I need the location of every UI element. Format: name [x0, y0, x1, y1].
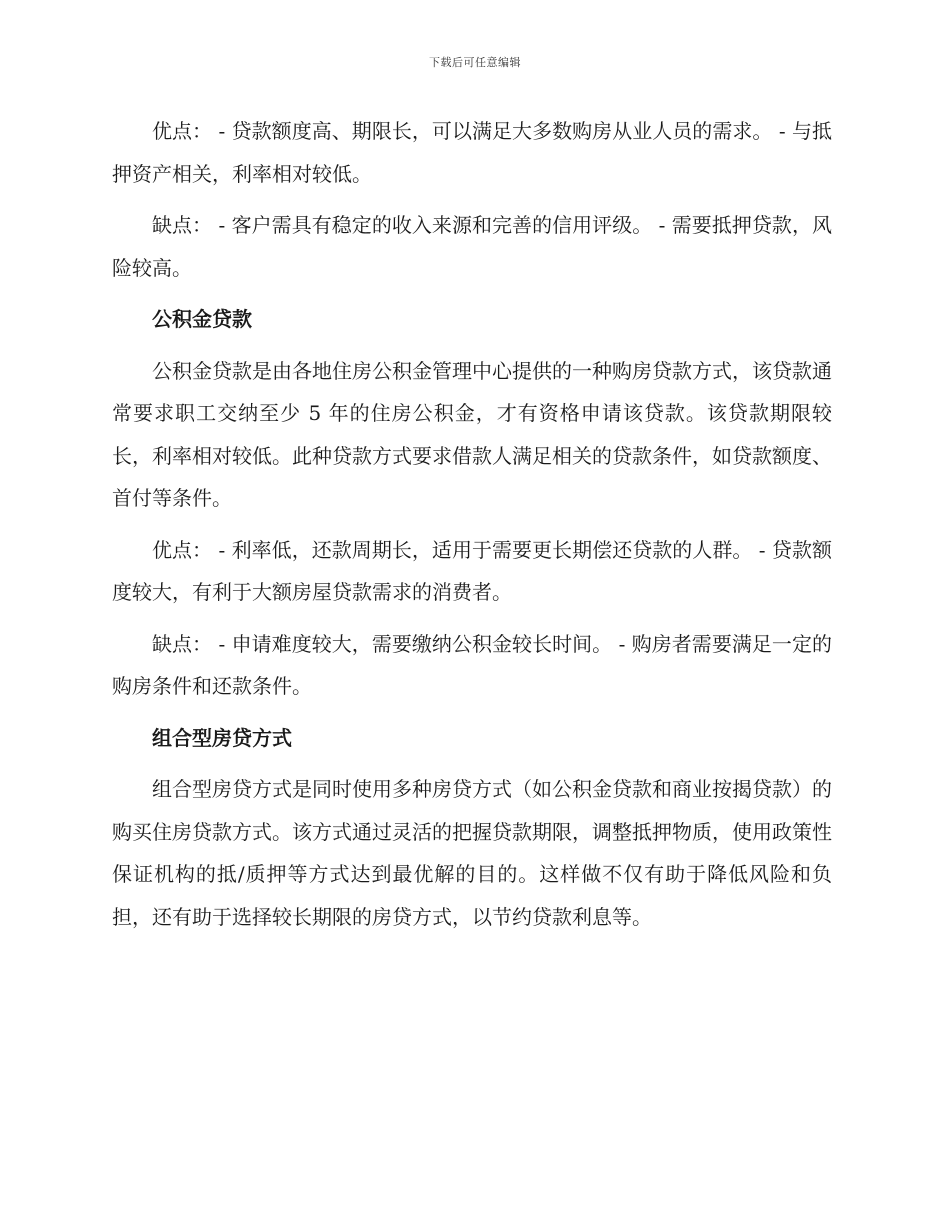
document-body — [112, 110, 832, 947]
header-note: 下载后可任意编辑 — [429, 56, 521, 69]
provident-fund-cons-paragraph: 缺点： - 申请难度较大，需要缴纳公积金较长时间。 - 购房者需要满足一定的购房条件和还款条件。 — [112, 631, 832, 698]
combined-mortgage-description-paragraph: 组合型房贷方式是同时使用多种房贷方式（如公积金贷款和商业按揭贷款）的购买住房贷款方式。该方式通过灵活的把握贷款期限，调整抵押物质，使用政策性保证机构的抵/质押等方式达到最优解的目的。这样做不仅有助于降低风险和负担，还有助于选择较长期限的房贷方式，以节约贷款利息等。 — [112, 777, 832, 929]
section-heading-provident-fund-loan: 公积金贷款 — [152, 307, 252, 331]
section-heading-combined-mortgage: 组合型房贷方式 — [152, 725, 292, 750]
commercial-loan-pros-paragraph: 优点： - 贷款额度高、期限长，可以满足大多数购房从业人员的需求。 - 与抵押资产相关，利率相对较低。 — [112, 119, 832, 186]
provident-fund-pros-paragraph: 优点： - 利率低，还款周期长，适用于需要更长期偿还贷款的人群。 - 贷款额度较大，有利于大额房屋贷款需求的消费者。 — [112, 537, 832, 604]
commercial-loan-cons-paragraph: 缺点： - 客户需具有稳定的收入来源和完善的信用评级。 - 需要抵押贷款，风险较高。 — [112, 213, 832, 280]
provident-fund-description-paragraph: 公积金贷款是由各地住房公积金管理中心提供的一种购房贷款方式，该贷款通常要求职工交纳至少 5 年的住房公积金，才有资格申请该贷款。该贷款期限较长，利率相对较低。此种贷款方式要求借款人满足相关的贷款条件，如贷款额度、首付等条件。 — [112, 358, 832, 510]
